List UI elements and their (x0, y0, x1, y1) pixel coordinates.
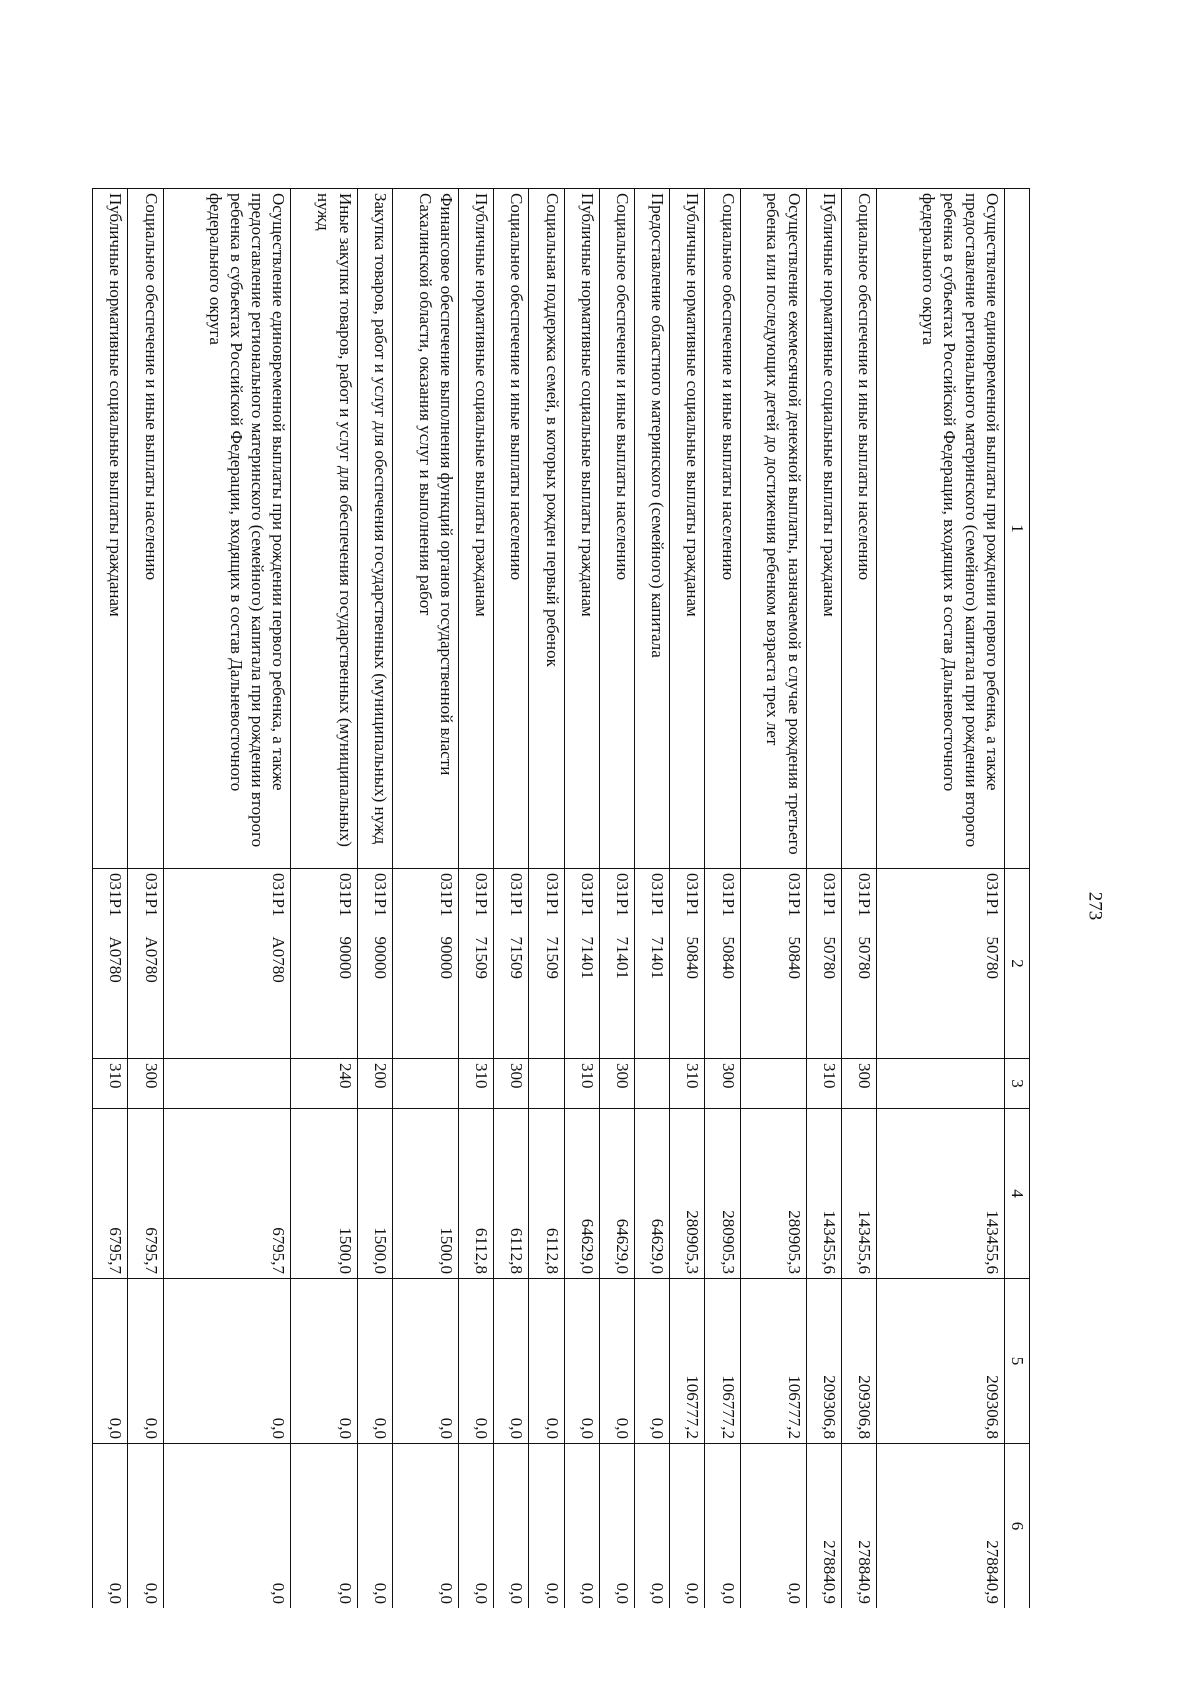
program-code: 031P1 (269, 873, 289, 917)
row-name-cell: Публичные нормативные социальные выплаты гражданам (670, 189, 705, 869)
program-code: 031P1 (577, 873, 597, 917)
amount-cell-1: 6795,7 (128, 1109, 163, 1279)
expense-type-cell: 310 (458, 1059, 493, 1109)
target-code-cell (670, 869, 705, 1059)
amount-cell-2: 0,0 (128, 1279, 163, 1444)
program-code: 031P1 (141, 873, 161, 917)
amount-cell-3: 0,0 (291, 1444, 357, 1609)
target-code-cell (291, 869, 357, 1059)
row-name-cell: Осуществление ежемесячной денежной выплаты, назначаемой в случае рождения третьего ребенка или последующих детей до достижения ребенком возраста трех лет (740, 189, 806, 869)
amount-cell-3: 0,0 (705, 1444, 740, 1609)
amount-cell-3: 0,0 (634, 1444, 669, 1609)
amount-cell-2: 209306,8 (806, 1279, 841, 1444)
target-code-cell (458, 869, 493, 1059)
target-code-cell (128, 869, 163, 1059)
amount-cell-1: 6795,7 (163, 1109, 291, 1279)
expense-type-cell: 310 (670, 1059, 705, 1109)
expense-type-cell (529, 1059, 564, 1109)
amount-cell-2: 0,0 (357, 1279, 392, 1444)
amount-cell-1: 1500,0 (291, 1109, 357, 1279)
program-code: 031P1 (335, 873, 355, 917)
direction-code: 90000 (370, 936, 390, 979)
row-name-cell: Публичные нормативные социальные выплаты гражданам (806, 189, 841, 869)
target-code-cell (357, 869, 392, 1059)
row-name-cell: Финансовое обеспечение выполнения функций органов государственной власти Сахалинской области, оказания услуг и выполнения работ (392, 189, 458, 869)
amount-cell-3: 0,0 (670, 1444, 705, 1609)
program-code: 031P1 (472, 873, 492, 917)
column-header-2: 2 (1005, 869, 1030, 1059)
direction-code: A0780 (106, 936, 126, 983)
direction-code: 71401 (648, 936, 668, 979)
program-code: 031P1 (542, 873, 562, 917)
target-code-cell (705, 869, 740, 1059)
target-code-cell (877, 869, 1005, 1059)
amount-cell-1: 143455,6 (806, 1109, 841, 1279)
table-row (705, 189, 740, 1609)
target-code-cell (163, 869, 291, 1059)
amount-cell-2: 0,0 (529, 1279, 564, 1444)
direction-code: 71401 (612, 936, 632, 979)
table-row (494, 189, 529, 1609)
expense-type-cell: 300 (705, 1059, 740, 1109)
program-code: 031P1 (370, 873, 390, 917)
table-row (670, 189, 705, 1609)
amount-cell-3: 0,0 (93, 1444, 128, 1609)
column-header-6: 6 (1005, 1444, 1030, 1609)
amount-cell-2: 0,0 (494, 1279, 529, 1444)
amount-cell-3: 0,0 (599, 1444, 634, 1609)
table-body (93, 189, 1005, 1609)
program-code: 031P1 (648, 873, 668, 917)
program-code: 031P1 (718, 873, 738, 917)
amount-cell-1: 280905,3 (740, 1109, 806, 1279)
expense-type-cell: 300 (841, 1059, 876, 1109)
expense-type-cell (877, 1059, 1005, 1109)
target-code-cell (740, 869, 806, 1059)
page-number: 273 (1083, 891, 1105, 921)
amount-cell-3: 0,0 (458, 1444, 493, 1609)
amount-cell-3: 0,0 (357, 1444, 392, 1609)
amount-cell-3: 278840,9 (841, 1444, 876, 1609)
target-code-cell (564, 869, 599, 1059)
program-code: 031P1 (819, 873, 839, 917)
table-row (877, 189, 1005, 1609)
rotated-table-frame (92, 188, 1030, 1608)
amount-cell-3: 0,0 (128, 1444, 163, 1609)
amount-cell-2: 106777,2 (705, 1279, 740, 1444)
amount-cell-1: 1500,0 (357, 1109, 392, 1279)
amount-cell-3: 0,0 (529, 1444, 564, 1609)
target-code-cell (599, 869, 634, 1059)
amount-cell-1: 280905,3 (670, 1109, 705, 1279)
direction-code: 71509 (542, 936, 562, 979)
row-name-cell: Публичные нормативные социальные выплаты гражданам (564, 189, 599, 869)
program-code: 031P1 (612, 873, 632, 917)
column-header-3: 3 (1005, 1059, 1030, 1109)
amount-cell-1: 6112,8 (494, 1109, 529, 1279)
table-row (163, 189, 291, 1609)
target-code-cell (529, 869, 564, 1059)
direction-code: 71509 (472, 936, 492, 979)
amount-cell-2: 0,0 (291, 1279, 357, 1444)
expense-type-cell (740, 1059, 806, 1109)
amount-cell-3: 0,0 (392, 1444, 458, 1609)
target-code-cell (806, 869, 841, 1059)
table-row (564, 189, 599, 1609)
row-name-cell: Социальная поддержка семей, в которых рожден первый ребенок (529, 189, 564, 869)
direction-code: 50840 (784, 936, 804, 979)
row-name-cell: Предоставление областного материнского (семейного) капитала (634, 189, 669, 869)
table-row (93, 189, 128, 1609)
expense-type-cell: 300 (128, 1059, 163, 1109)
row-name-cell: Публичные нормативные социальные выплаты гражданам (93, 189, 128, 869)
amount-cell-1: 64629,0 (634, 1109, 669, 1279)
amount-cell-2: 0,0 (93, 1279, 128, 1444)
amount-cell-2: 0,0 (599, 1279, 634, 1444)
table-row (529, 189, 564, 1609)
amount-cell-2: 0,0 (458, 1279, 493, 1444)
budget-table-container (92, 188, 1030, 1608)
direction-code: 90000 (335, 936, 355, 979)
amount-cell-3: 278840,9 (806, 1444, 841, 1609)
expense-type-cell: 310 (564, 1059, 599, 1109)
direction-code: 71509 (507, 936, 527, 979)
row-name-cell: Социальное обеспечение и иные выплаты населению (599, 189, 634, 869)
row-name-cell: Осуществление единовременной выплаты при рождении первого ребенка, а также предоставление регионального материнского (семейного) капитала при рождении второго ребенка в субъектах Российской Федерации, входящих в состав Дальневосточного федерального округа (877, 189, 1005, 869)
table-row (357, 189, 392, 1609)
direction-code: 71401 (577, 936, 597, 979)
amount-cell-1: 64629,0 (599, 1109, 634, 1279)
target-code-cell (494, 869, 529, 1059)
amount-cell-1: 143455,6 (877, 1109, 1005, 1279)
expense-type-cell (163, 1059, 291, 1109)
expense-type-cell: 310 (806, 1059, 841, 1109)
direction-code: A0780 (141, 936, 161, 983)
amount-cell-1: 1500,0 (392, 1109, 458, 1279)
row-name-cell: Осуществление единовременной выплаты при рождении первого ребенка, а также предоставление регионального материнского (семейного) капитала при рождении второго ребенка в субъектах Российской Федерации, входящих в состав Дальневосточного федерального округа (163, 189, 291, 869)
direction-code: 50840 (683, 936, 703, 979)
amount-cell-1: 6112,8 (529, 1109, 564, 1279)
expense-type-cell: 300 (599, 1059, 634, 1109)
table-row (128, 189, 163, 1609)
table-row (740, 189, 806, 1609)
program-code: 031P1 (507, 873, 527, 917)
amount-cell-2: 106777,2 (670, 1279, 705, 1444)
table-row (806, 189, 841, 1609)
header-row (1005, 189, 1030, 1609)
amount-cell-1: 143455,6 (841, 1109, 876, 1279)
column-header-5: 5 (1005, 1279, 1030, 1444)
amount-cell-2: 106777,2 (740, 1279, 806, 1444)
table-row (599, 189, 634, 1609)
direction-code: 50780 (983, 936, 1002, 979)
program-code: 031P1 (436, 873, 456, 917)
row-name-cell: Социальное обеспечение и иные выплаты населению (494, 189, 529, 869)
table-row (634, 189, 669, 1609)
amount-cell-2: 0,0 (392, 1279, 458, 1444)
table-row (458, 189, 493, 1609)
direction-code: 50840 (718, 936, 738, 979)
amount-cell-1: 6795,7 (93, 1109, 128, 1279)
budget-table (92, 188, 1030, 1608)
program-code: 031P1 (855, 873, 875, 917)
expense-type-cell: 300 (494, 1059, 529, 1109)
amount-cell-2: 0,0 (564, 1279, 599, 1444)
target-code-cell (392, 869, 458, 1059)
amount-cell-1: 6112,8 (458, 1109, 493, 1279)
target-code-cell (634, 869, 669, 1059)
program-code: 031P1 (683, 873, 703, 917)
direction-code: 50780 (819, 936, 839, 979)
program-code: 031P1 (784, 873, 804, 917)
table-row (392, 189, 458, 1609)
amount-cell-3: 0,0 (494, 1444, 529, 1609)
target-code-cell (93, 869, 128, 1059)
amount-cell-3: 0,0 (564, 1444, 599, 1609)
row-name-cell: Публичные нормативные социальные выплаты гражданам (458, 189, 493, 869)
amount-cell-3: 0,0 (163, 1444, 291, 1609)
amount-cell-2: 209306,8 (877, 1279, 1005, 1444)
expense-type-cell: 200 (357, 1059, 392, 1109)
column-header-4: 4 (1005, 1109, 1030, 1279)
row-name-cell: Социальное обеспечение и иные выплаты населению (128, 189, 163, 869)
amount-cell-1: 64629,0 (564, 1109, 599, 1279)
program-code: 031P1 (983, 873, 1002, 917)
amount-cell-2: 0,0 (634, 1279, 669, 1444)
program-code: 031P1 (106, 873, 126, 917)
expense-type-cell: 310 (93, 1059, 128, 1109)
direction-code: 50780 (855, 936, 875, 979)
table-row (291, 189, 357, 1609)
expense-type-cell (634, 1059, 669, 1109)
row-name-cell: Закупка товаров, работ и услуг для обеспечения государственных (муниципальных) нужд (357, 189, 392, 869)
row-name-cell: Социальное обеспечение и иные выплаты населению (705, 189, 740, 869)
direction-code: A0780 (269, 936, 289, 983)
amount-cell-2: 0,0 (163, 1279, 291, 1444)
column-header-1: 1 (1005, 189, 1030, 869)
amount-cell-1: 280905,3 (705, 1109, 740, 1279)
row-name-cell: Социальное обеспечение и иные выплаты населению (841, 189, 876, 869)
row-name-cell: Иные закупки товаров, работ и услуг для обеспечения государственных (муниципальных) нужд (291, 189, 357, 869)
target-code-cell (841, 869, 876, 1059)
expense-type-cell: 240 (291, 1059, 357, 1109)
amount-cell-2: 209306,8 (841, 1279, 876, 1444)
amount-cell-3: 278840,9 (877, 1444, 1005, 1609)
direction-code: 90000 (436, 936, 456, 979)
expense-type-cell (392, 1059, 458, 1109)
table-row (841, 189, 876, 1609)
amount-cell-3: 0,0 (740, 1444, 806, 1609)
